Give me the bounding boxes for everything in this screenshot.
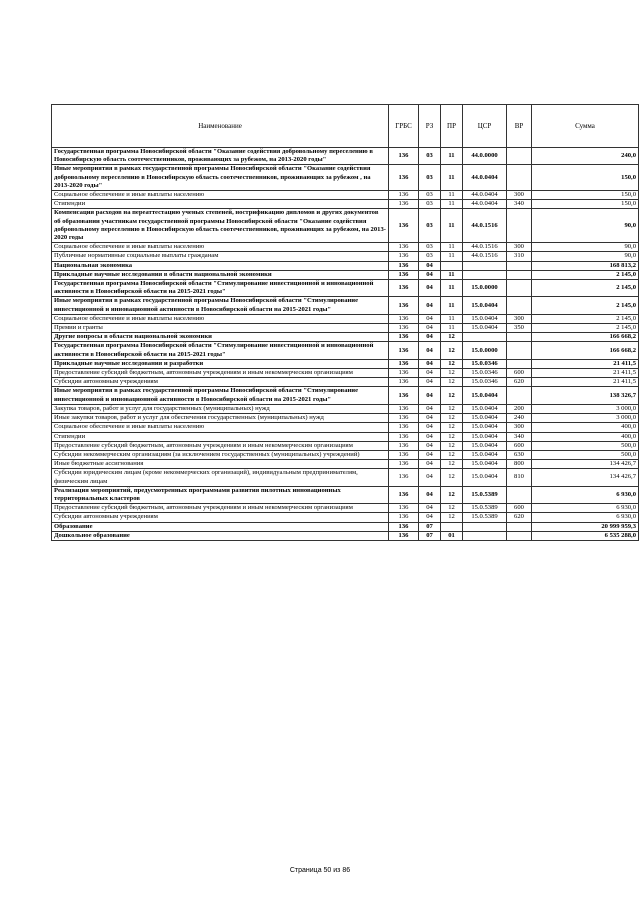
cell-csr: 44.0.1516 (463, 243, 507, 252)
cell-grbs: 136 (389, 243, 419, 252)
cell-name: Иные мероприятия в рамках государственной программы Новосибирской области "Стимулирование инвестиционной и инновационной активности в Новосибирской области на 2015-2021 годы" (52, 387, 389, 404)
cell-rz: 04 (419, 441, 441, 450)
cell-name: Социальное обеспечение и иные выплаты населению (52, 423, 389, 432)
cell-csr: 15.0.0404 (463, 469, 507, 486)
cell-name: Субсидии юридическим лицам (кроме некоммерческих организаций), индивидуальным предпринимателям, физическим лицам (52, 469, 389, 486)
cell-csr: 15.0.0404 (463, 432, 507, 441)
cell-rz: 04 (419, 359, 441, 368)
table-row (52, 252, 639, 261)
cell-vr: 620 (507, 378, 532, 387)
cell-sum: 400,0 (532, 432, 639, 441)
cell-name: Образование (52, 522, 389, 531)
cell-rz: 03 (419, 148, 441, 165)
cell-sum: 20 999 959,3 (532, 522, 639, 531)
cell-name: Иные закупки товаров, работ и услуг для обеспечения государственных (муниципальных) нужд (52, 414, 389, 423)
cell-name: Иные бюджетные ассигнования (52, 460, 389, 469)
cell-sum: 2 145,0 (532, 270, 639, 279)
cell-vr (507, 209, 532, 243)
cell-grbs: 136 (389, 369, 419, 378)
cell-vr (507, 359, 532, 368)
cell-rz: 04 (419, 469, 441, 486)
cell-pr: 11 (441, 297, 463, 314)
cell-pr: 12 (441, 460, 463, 469)
cell-pr (441, 522, 463, 531)
cell-grbs: 136 (389, 324, 419, 333)
cell-name: Государственная программа Новосибирской области "Стимулирование инвестиционной и инновационной активности в Новосибирской области на 2015-2021 годы" (52, 280, 389, 297)
cell-sum: 168 813,2 (532, 261, 639, 270)
table-row (52, 513, 639, 522)
cell-vr: 310 (507, 252, 532, 261)
cell-sum: 150,0 (532, 191, 639, 200)
cell-grbs: 136 (389, 270, 419, 279)
cell-sum: 150,0 (532, 200, 639, 209)
cell-grbs: 136 (389, 513, 419, 522)
cell-sum: 2 145,0 (532, 314, 639, 323)
cell-sum: 400,0 (532, 423, 639, 432)
cell-sum: 166 668,2 (532, 333, 639, 342)
cell-name: Компенсация расходов на переаттестацию ученых степеней, нострификацию дипломов и других документов об образовании участникам государственной программы Новосибирской области "Оказание содействия добровольному переселению в Новосибирскую область соотечественников, проживающих за рубежом, на 2013-2020 годы (52, 209, 389, 243)
cell-vr (507, 165, 532, 191)
cell-pr: 11 (441, 324, 463, 333)
cell-name: Субсидии некоммерческим организациям (за исключением государственных (муниципальных) учреждений) (52, 450, 389, 459)
cell-csr: 15.0.0404 (463, 441, 507, 450)
cell-csr: 15.0.0000 (463, 342, 507, 359)
cell-pr: 12 (441, 378, 463, 387)
cell-grbs: 136 (389, 209, 419, 243)
cell-rz: 07 (419, 522, 441, 531)
cell-pr: 12 (441, 450, 463, 459)
table-row (52, 460, 639, 469)
cell-name: Стипендии (52, 432, 389, 441)
cell-rz: 03 (419, 209, 441, 243)
cell-rz: 04 (419, 432, 441, 441)
cell-grbs: 136 (389, 432, 419, 441)
cell-sum: 90,0 (532, 243, 639, 252)
cell-rz: 04 (419, 280, 441, 297)
cell-vr (507, 531, 532, 540)
cell-vr (507, 270, 532, 279)
cell-name: Предоставление субсидий бюджетным, автономным учреждениям и иным некоммерческим организациям (52, 504, 389, 513)
cell-rz: 04 (419, 387, 441, 404)
cell-csr: 15.0.0404 (463, 460, 507, 469)
table-row (52, 432, 639, 441)
cell-grbs: 136 (389, 414, 419, 423)
header-vr: ВР (507, 105, 532, 148)
cell-rz: 03 (419, 243, 441, 252)
cell-vr (507, 387, 532, 404)
cell-pr: 12 (441, 414, 463, 423)
cell-rz: 03 (419, 200, 441, 209)
cell-pr: 12 (441, 342, 463, 359)
cell-grbs: 136 (389, 460, 419, 469)
cell-vr (507, 148, 532, 165)
cell-sum: 150,0 (532, 165, 639, 191)
cell-name: Национальная экономика (52, 261, 389, 270)
cell-csr: 15.0.5389 (463, 513, 507, 522)
cell-vr (507, 297, 532, 314)
table-row (52, 378, 639, 387)
cell-rz: 04 (419, 324, 441, 333)
header-name: Наименование (52, 105, 389, 148)
cell-grbs: 136 (389, 504, 419, 513)
cell-sum: 3 000,0 (532, 404, 639, 413)
table-row (52, 324, 639, 333)
cell-csr: 15.0.0404 (463, 387, 507, 404)
cell-grbs: 136 (389, 441, 419, 450)
header-pr: ПР (441, 105, 463, 148)
cell-rz: 04 (419, 297, 441, 314)
cell-pr: 11 (441, 314, 463, 323)
cell-rz: 03 (419, 165, 441, 191)
table-row (52, 270, 639, 279)
cell-grbs: 136 (389, 191, 419, 200)
cell-vr: 340 (507, 200, 532, 209)
cell-pr: 12 (441, 513, 463, 522)
header-sum: Сумма (532, 105, 639, 148)
header-csr: ЦСР (463, 105, 507, 148)
table-row (52, 531, 639, 540)
cell-vr: 300 (507, 314, 532, 323)
cell-pr: 12 (441, 486, 463, 503)
cell-name: Прикладные научные исследования и разработки (52, 359, 389, 368)
cell-sum: 21 411,5 (532, 369, 639, 378)
cell-csr: 15.0.5389 (463, 504, 507, 513)
cell-rz: 03 (419, 252, 441, 261)
cell-name: Премии и гранты (52, 324, 389, 333)
cell-rz: 04 (419, 342, 441, 359)
cell-name: Социальное обеспечение и иные выплаты населению (52, 191, 389, 200)
cell-csr (463, 333, 507, 342)
cell-name: Социальное обеспечение и иные выплаты населению (52, 314, 389, 323)
table-row (52, 359, 639, 368)
cell-vr: 300 (507, 191, 532, 200)
cell-csr: 44.0.0404 (463, 200, 507, 209)
table-row (52, 148, 639, 165)
cell-grbs: 136 (389, 314, 419, 323)
cell-vr: 800 (507, 460, 532, 469)
cell-grbs: 136 (389, 148, 419, 165)
cell-sum: 166 668,2 (532, 342, 639, 359)
cell-csr: 15.0.0404 (463, 297, 507, 314)
cell-pr: 12 (441, 333, 463, 342)
cell-pr: 11 (441, 252, 463, 261)
cell-name: Государственная программа Новосибирской области "Стимулирование инвестиционной и инновационной активности в Новосибирской области на 2015-2021 годы" (52, 342, 389, 359)
table-header-row (52, 105, 639, 148)
cell-pr: 11 (441, 209, 463, 243)
cell-rz: 04 (419, 513, 441, 522)
cell-grbs: 136 (389, 404, 419, 413)
cell-sum: 90,0 (532, 209, 639, 243)
cell-sum: 2 145,0 (532, 324, 639, 333)
cell-grbs: 136 (389, 261, 419, 270)
cell-grbs: 136 (389, 165, 419, 191)
cell-name: Субсидии автономным учреждениям (52, 378, 389, 387)
cell-pr: 12 (441, 441, 463, 450)
table-row (52, 423, 639, 432)
cell-name: Стипендии (52, 200, 389, 209)
table-row (52, 441, 639, 450)
table-row (52, 450, 639, 459)
table-row (52, 469, 639, 486)
table-row (52, 297, 639, 314)
cell-csr (463, 531, 507, 540)
cell-csr: 44.0.0000 (463, 148, 507, 165)
cell-name: Другие вопросы в области национальной экономики (52, 333, 389, 342)
cell-rz: 04 (419, 504, 441, 513)
cell-grbs: 136 (389, 387, 419, 404)
cell-rz: 03 (419, 191, 441, 200)
cell-name: Иные мероприятия в рамках государственной программы Новосибирской области "Стимулирование инвестиционной и инновационной активности в Новосибирской области на 2015-2021 годы" (52, 297, 389, 314)
cell-grbs: 136 (389, 423, 419, 432)
cell-grbs: 136 (389, 450, 419, 459)
cell-grbs: 136 (389, 342, 419, 359)
table-row (52, 243, 639, 252)
cell-vr (507, 342, 532, 359)
cell-pr: 12 (441, 369, 463, 378)
page-number: Страница 50 из 86 (289, 867, 351, 874)
cell-sum: 6 930,0 (532, 513, 639, 522)
table-row (52, 200, 639, 209)
cell-sum: 240,0 (532, 148, 639, 165)
cell-vr: 810 (507, 469, 532, 486)
cell-pr: 11 (441, 165, 463, 191)
cell-rz: 04 (419, 450, 441, 459)
cell-name: Закупка товаров, работ и услуг для государственных (муниципальных) нужд (52, 404, 389, 413)
table-row (52, 280, 639, 297)
cell-name: Социальное обеспечение и иные выплаты населению (52, 243, 389, 252)
cell-grbs: 136 (389, 297, 419, 314)
cell-sum: 134 426,7 (532, 469, 639, 486)
cell-name: Прикладные научные исследования в области национальной экономики (52, 270, 389, 279)
cell-rz: 04 (419, 369, 441, 378)
cell-csr: 15.0.0404 (463, 423, 507, 432)
cell-csr: 44.0.1516 (463, 252, 507, 261)
cell-csr: 15.0.0404 (463, 404, 507, 413)
cell-pr: 11 (441, 243, 463, 252)
cell-sum: 21 411,5 (532, 378, 639, 387)
table-row (52, 191, 639, 200)
cell-csr: 15.0.0000 (463, 280, 507, 297)
cell-rz: 04 (419, 423, 441, 432)
cell-csr (463, 270, 507, 279)
cell-csr: 15.0.0404 (463, 450, 507, 459)
cell-grbs: 136 (389, 252, 419, 261)
cell-sum: 6 930,0 (532, 504, 639, 513)
cell-pr: 12 (441, 432, 463, 441)
cell-grbs: 136 (389, 200, 419, 209)
cell-pr: 12 (441, 469, 463, 486)
cell-vr: 340 (507, 432, 532, 441)
cell-grbs: 136 (389, 522, 419, 531)
table-row (52, 486, 639, 503)
cell-csr: 44.0.1516 (463, 209, 507, 243)
header-grbs: ГРБС (389, 105, 419, 148)
table-row (52, 404, 639, 413)
cell-pr: 01 (441, 531, 463, 540)
cell-pr: 11 (441, 280, 463, 297)
cell-csr (463, 261, 507, 270)
cell-sum: 138 326,7 (532, 387, 639, 404)
table-row (52, 414, 639, 423)
cell-csr: 15.0.5389 (463, 486, 507, 503)
cell-vr (507, 261, 532, 270)
cell-vr: 350 (507, 324, 532, 333)
cell-rz: 04 (419, 314, 441, 323)
cell-grbs: 136 (389, 359, 419, 368)
cell-pr: 12 (441, 504, 463, 513)
cell-sum: 21 411,5 (532, 359, 639, 368)
cell-sum: 500,0 (532, 450, 639, 459)
cell-name: Государственная программа Новосибирской области "Оказание содействия добровольному переселению в Новосибирскую область соотечественников, проживающих за рубежом, на 2013-2020 годы" (52, 148, 389, 165)
cell-grbs: 136 (389, 469, 419, 486)
cell-pr: 12 (441, 423, 463, 432)
cell-vr: 620 (507, 513, 532, 522)
cell-sum: 134 426,7 (532, 460, 639, 469)
cell-csr: 15.0.0404 (463, 414, 507, 423)
cell-csr: 15.0.0404 (463, 324, 507, 333)
cell-grbs: 136 (389, 486, 419, 503)
cell-grbs: 136 (389, 378, 419, 387)
budget-table (51, 104, 639, 541)
cell-sum: 2 145,0 (532, 280, 639, 297)
cell-rz: 04 (419, 404, 441, 413)
cell-pr: 12 (441, 404, 463, 413)
table-row (52, 342, 639, 359)
cell-pr: 12 (441, 359, 463, 368)
table-row (52, 165, 639, 191)
cell-vr (507, 333, 532, 342)
table-row (52, 314, 639, 323)
cell-name: Субсидии автономным учреждениям (52, 513, 389, 522)
cell-csr: 44.0.0404 (463, 165, 507, 191)
cell-name: Предоставление субсидий бюджетным, автономным учреждениям и иным некоммерческим организациям (52, 441, 389, 450)
cell-sum: 6 535 288,0 (532, 531, 639, 540)
cell-csr: 15.0.0404 (463, 314, 507, 323)
cell-vr: 600 (507, 441, 532, 450)
cell-rz: 04 (419, 261, 441, 270)
cell-rz: 04 (419, 333, 441, 342)
cell-vr: 630 (507, 450, 532, 459)
cell-vr: 240 (507, 414, 532, 423)
table-row (52, 387, 639, 404)
cell-pr: 11 (441, 148, 463, 165)
cell-vr (507, 486, 532, 503)
cell-vr: 600 (507, 369, 532, 378)
cell-name: Предоставление субсидий бюджетным, автономным учреждениям и иным некоммерческим организациям (52, 369, 389, 378)
cell-name: Реализация мероприятий, предусмотренных программами развития пилотных инновационных территориальных кластеров (52, 486, 389, 503)
cell-vr: 300 (507, 423, 532, 432)
cell-pr (441, 261, 463, 270)
cell-sum: 3 000,0 (532, 414, 639, 423)
cell-pr: 12 (441, 387, 463, 404)
cell-pr: 11 (441, 200, 463, 209)
cell-rz: 04 (419, 460, 441, 469)
cell-name: Публичные нормативные социальные выплаты гражданам (52, 252, 389, 261)
cell-rz: 04 (419, 378, 441, 387)
cell-grbs: 136 (389, 531, 419, 540)
table-row (52, 261, 639, 270)
cell-vr (507, 280, 532, 297)
cell-name: Дошкольное образование (52, 531, 389, 540)
cell-vr: 600 (507, 504, 532, 513)
cell-rz: 07 (419, 531, 441, 540)
cell-grbs: 136 (389, 280, 419, 297)
cell-rz: 04 (419, 486, 441, 503)
cell-csr: 15.0.0346 (463, 378, 507, 387)
cell-vr (507, 522, 532, 531)
cell-vr: 300 (507, 243, 532, 252)
cell-sum: 500,0 (532, 441, 639, 450)
table-row (52, 504, 639, 513)
cell-rz: 04 (419, 414, 441, 423)
cell-csr: 15.0.0346 (463, 369, 507, 378)
cell-pr: 11 (441, 191, 463, 200)
header-rz: РЗ (419, 105, 441, 148)
cell-vr: 200 (507, 404, 532, 413)
table-row (52, 369, 639, 378)
cell-csr: 15.0.0346 (463, 359, 507, 368)
table-row (52, 209, 639, 243)
cell-csr: 44.0.0404 (463, 191, 507, 200)
table-row (52, 333, 639, 342)
cell-rz: 04 (419, 270, 441, 279)
cell-name: Иные мероприятия в рамках государственной программы Новосибирской области "Оказание содействия добровольному переселению в Новосибирскую область соотечественников, проживающих за рубежом , на 2013-2020 годы" (52, 165, 389, 191)
cell-sum: 90,0 (532, 252, 639, 261)
cell-sum: 6 930,0 (532, 486, 639, 503)
cell-pr: 11 (441, 270, 463, 279)
cell-grbs: 136 (389, 333, 419, 342)
cell-csr (463, 522, 507, 531)
cell-sum: 2 145,0 (532, 297, 639, 314)
table-row (52, 522, 639, 531)
